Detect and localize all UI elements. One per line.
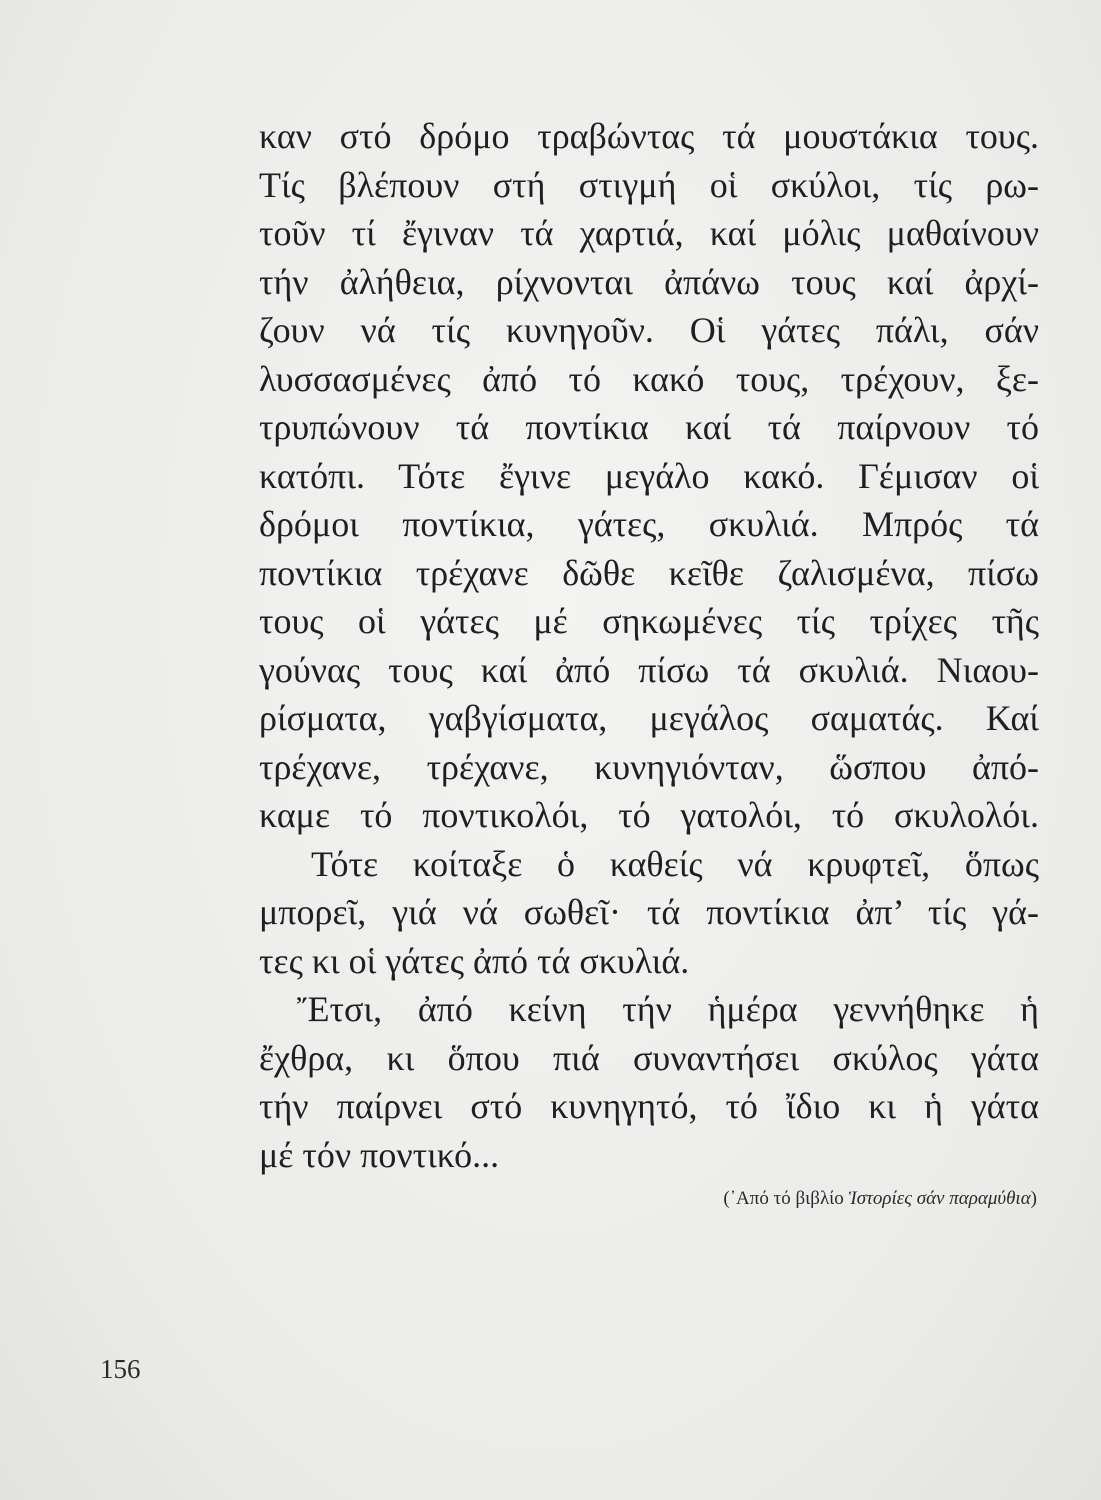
text-line: ρίσματα, γαβγίσματα, μεγάλος σαματάς. Καί <box>259 698 1039 738</box>
text-line: κατόπι. Τότε ἔγινε μεγάλο κακό. Γέμισαν οἱ <box>259 455 1039 496</box>
page-number: 156 <box>100 1354 141 1384</box>
text-line: τήν παίρνει στό κυνηγητό, τό ἴδιο κι ἡ γάτα <box>259 1086 1039 1126</box>
source-citation <box>723 1188 1037 1210</box>
text-line: τρυπώνουν τά ποντίκια καί τά παίρνουν τό <box>259 407 1039 447</box>
text-line: γούνας τους καί ἀπό πίσω τά σκυλιά. Νιαου- <box>259 649 1039 690</box>
text-line: τους οἱ γάτες μέ σηκωμένες τίς τρίχες τῆς <box>259 601 1039 641</box>
text-line: μέ τόν ποντικό... <box>259 1134 500 1175</box>
source-book-title: Ἱστορίες σάν παραμύθια <box>848 1188 1031 1209</box>
text-line: τήν ἀλήθεια, ρίχνονται ἀπάνω τους καί ἀρχί- <box>259 261 1039 302</box>
text-line: Τίς βλέπουν στή στιγμή οἱ σκύλοι, τίς ρω- <box>259 164 1039 205</box>
text-line: καν στό δρόμο τραβώντας τά μουστάκια τους. <box>259 116 1039 156</box>
text-line: ζουν νά τίς κυνηγοῦν. Οἱ γάτες πάλι, σάν <box>259 310 1039 350</box>
text-line: καμε τό ποντικολόι, τό γατολόι, τό σκυλολόι. <box>259 795 1039 835</box>
text-line: δρόμοι ποντίκια, γάτες, σκυλιά. Μπρός τά <box>259 504 1039 544</box>
text-line: τοῦν τί ἔγιναν τά χαρτιά, καί μόλις μαθαίνουν <box>259 213 1039 253</box>
source-prefix: (᾿Από τό βιβλίο <box>723 1188 849 1209</box>
text-line: Ἔτσι, ἀπό κείνη τήν ἡμέρα γεννήθηκε ἡ <box>297 989 1039 1029</box>
source-suffix: ) <box>1030 1188 1037 1209</box>
text-line: ἔχθρα, κι ὅπου πιά συναντήσει σκύλος γάτα <box>259 1037 1039 1078</box>
body-text <box>259 112 1039 1179</box>
text-line: μπορεῖ, γιά νά σωθεῖ· τά ποντίκια ἀπ’ τίς γά- <box>259 892 1039 932</box>
text-line: τρέχανε, τρέχανε, κυνηγιόνταν, ὥσπου ἀπό- <box>259 746 1039 787</box>
text-line: ποντίκια τρέχανε δῶθε κεῖθε ζαλισμένα, πίσω <box>259 552 1039 593</box>
text-line: λυσσασμένες ἀπό τό κακό τους, τρέχουν, ξε- <box>259 358 1039 399</box>
text-line: Τότε κοίταξε ὁ καθείς νά κρυφτεῖ, ὅπως <box>311 843 1039 884</box>
text-line: τες κι οἱ γάτες ἀπό τά σκυλιά. <box>259 940 690 981</box>
